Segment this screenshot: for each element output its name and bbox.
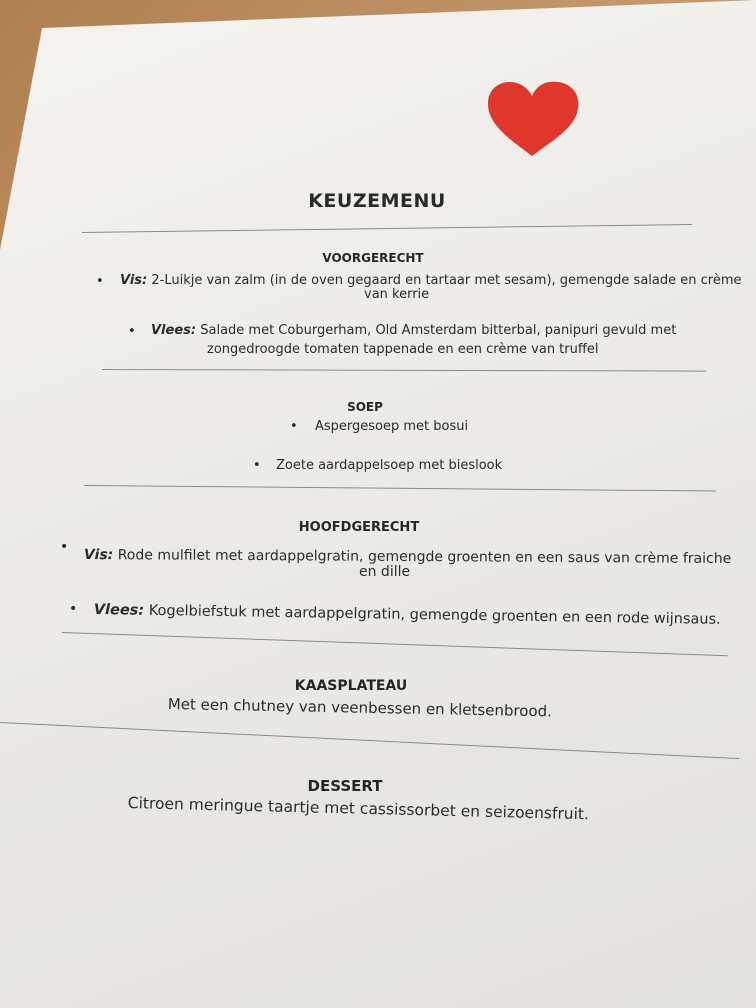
- bullet-icon: •: [128, 324, 136, 339]
- section-heading-kaasplateau: KAASPLATEAU: [294, 678, 408, 694]
- dessert-text: Citroen meringue taartje met cassissorbet en seizoensfruit.: [127, 794, 590, 824]
- section-heading-voorgerecht: VOORGERECHT: [322, 251, 424, 265]
- section-heading-dessert: DESSERT: [307, 777, 383, 795]
- voorgerecht-vis-line1: [120, 273, 742, 288]
- kaasplateau-text: Met een chutney van veenbessen en kletsenbrood.: [167, 695, 553, 721]
- heart-icon: [484, 80, 584, 160]
- soep-item-1: Aspergesoep met bosui: [315, 419, 469, 434]
- voorgerecht-vis-label: Vis:: [120, 273, 148, 288]
- voorgerecht-vis-text: 2-Luikje van zalm (in de oven gegaard en tartaar met sesam), gemengde salade en crème: [151, 273, 742, 288]
- voorgerecht-vlees-line1: [151, 323, 676, 338]
- section-heading-soep: SOEP: [347, 400, 383, 414]
- voorgerecht-vlees-text: Salade met Coburgerham, Old Amsterdam bitterbal, panipuri gevuld met: [200, 323, 677, 338]
- bullet-icon: •: [69, 601, 78, 617]
- hoofdgerecht-vlees-label: Vlees:: [93, 602, 145, 619]
- hoofdgerecht-vis-label: Vis:: [83, 547, 114, 564]
- bullet-icon: •: [96, 274, 104, 289]
- section-heading-hoofdgerecht: HOOFDGERECHT: [298, 520, 420, 535]
- soep-item-2: Zoete aardappelsoep met bieslook: [276, 458, 503, 473]
- hoofdgerecht-vis-line2: en dille: [359, 564, 411, 580]
- bullet-icon: •: [60, 539, 69, 555]
- voorgerecht-vlees-label: Vlees:: [151, 323, 197, 338]
- voorgerecht-vis-line2: van kerrie: [364, 287, 430, 302]
- menu-title: KEUZEMENU: [308, 190, 446, 212]
- bullet-icon: •: [253, 458, 261, 473]
- bullet-icon: •: [290, 419, 298, 434]
- hoofdgerecht-vis-text: Rode mulfilet met aardappelgratin, gemengde groenten en een saus van crème fraiche: [117, 547, 732, 567]
- voorgerecht-vlees-line2: zongedroogde tomaten tappenade en een crème van truffel: [207, 342, 599, 357]
- hoofdgerecht-vlees-text: Kogelbiefstuk met aardappelgratin, gemengde groenten en een rode wijnsaus.: [148, 602, 721, 628]
